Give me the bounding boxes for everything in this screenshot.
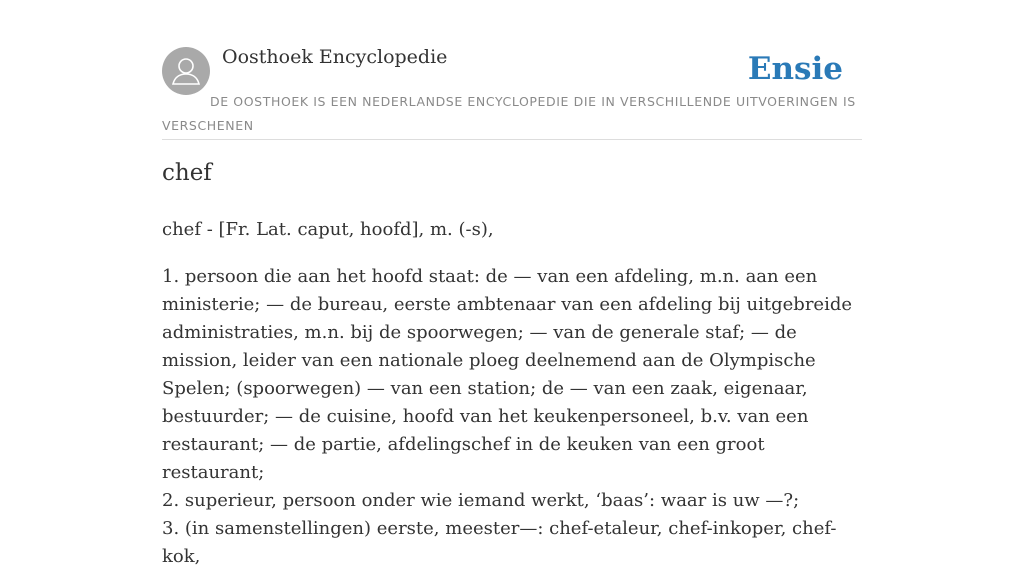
entry-sense: 3. (in samenstellingen) eerste, meester—: chef-etaleur, chef-inkoper, chef-kok, [162,518,837,567]
entry-sense: 2. superieur, persoon onder wie iemand werkt, ‘baas’: waar is uw —?; [162,490,800,511]
page-container [162,0,862,567]
source-title[interactable]: Oosthoek Encyclopedie [222,46,448,68]
user-silhouette-icon [162,47,210,95]
entry-headword-line: chef - [Fr. Lat. caput, hoofd], m. (-s), [162,219,494,240]
ensie-logo[interactable]: Ensie [747,51,843,87]
source-header [162,0,862,140]
source-description: DE OOSTHOEK IS EEN NEDERLANDSE ENCYCLOPEDIE DIE IN VERSCHILLENDE UITVOERINGEN IS VERSCHENEN [162,94,856,133]
entry-body [162,263,862,571]
entry-title: chef [162,160,212,186]
entry-sense: 1. persoon die aan het hoofd staat: de — van een afdeling, m.n. aan een ministerie; — de bureau, eerste ambtenaar van een afdeling bij uitgebreide administraties, m.n. bij de spoorwegen; — van de generale staf; — de mission, leider van een nationale ploeg deelnemend aan de Olympische Spelen; (spoorwegen) — van een station; de — van een zaak, eigenaar, bestuurder; — de cuisine, hoofd van het keukenpersoneel, b.v. van een restaurant; — de partie, afdelingschef in de keuken van een groot restaurant; [162,266,853,483]
source-avatar[interactable] [162,47,210,95]
